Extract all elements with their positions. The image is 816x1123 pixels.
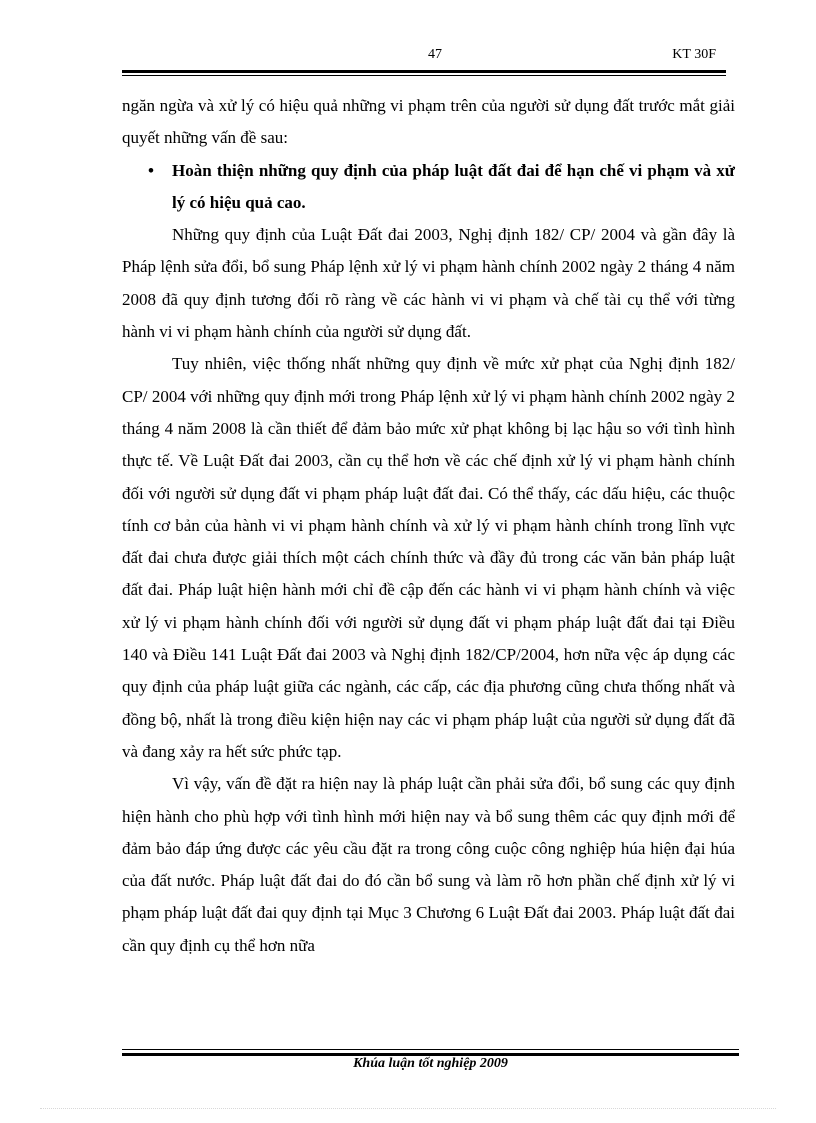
bullet-text: Hoàn thiện những quy định của pháp luật đất đai để hạn chế vi phạm và xử lý có hiệu quả cao. (172, 160, 735, 212)
paragraph-continuation: ngăn ngừa và xử lý có hiệu quả những vi phạm trên của người sử dụng đất trước mắt giải quyết những vấn đề sau: (122, 96, 735, 148)
paragraph: Tuy nhiên, việc thống nhất những quy định về mức xử phạt của Nghị định 182/ CP/ 2004 với những quy định mới trong Pháp lệnh xử lý vi phạm hành chính 2002 ngày 2 tháng 4 năm 2008 là cần thiết để đảm bảo mức xử phạt không bị lạc hậu so với tình hình thực tế. Về Luật Đất đai 2003, cần cụ thể hơn về các chế định xử lý vi phạm hành chính đối với người sử dụng đất vi phạm pháp luật đất đai. Có thể thấy, các dấu hiệu, các thuộc tính cơ bản của hành vi vi phạm hành chính và xử lý vi phạm hành chính trong lĩnh vực đất đai chưa được giải thích một cách chính thức và đầy đủ trong các văn bản pháp luật đất đai. Pháp luật hiện hành mới chỉ đề cập đến các hành vi vi phạm hành chính và việc xử lý vi phạm hành chính đối với người sử dụng đất vi phạm pháp luật đất đai tại Điều 140 và Điều 141 Luật Đất đai 2003 và Nghị định 182/CP/2004, hơn nữa vệc áp dụng các quy định của pháp luật giữa các ngành, các cấp, các địa phương cũng chưa thống nhất và đồng bộ, nhất là trong điều kiện hiện nay các vi phạm pháp luật của người sử dụng đất đã và đang xảy ra hết sức phức tạp. (122, 354, 735, 761)
page-number: 47 (428, 47, 442, 62)
bullet-marker: • (148, 160, 154, 180)
bullet-item (122, 155, 735, 220)
header-rule-thin (122, 75, 726, 76)
page-body (122, 90, 735, 962)
paragraph: Vì vậy, vấn đề đặt ra hiện nay là pháp luật cần phải sửa đổi, bổ sung các quy định hiện hành cho phù hợp với tình hình mới hiện nay và bổ sung thêm các quy định mới để đảm bảo đáp ứng được các yêu cầu đặt ra trong công cuộc công nghiệp húa hiện đại húa của đất nước. Pháp luật đất đai do đó cần bổ sung và làm rõ hơn phần chế định xử lý vi phạm pháp luật đất đai quy định tại Mục 3 Chương 6 Luật Đất đai 2003. Pháp luật đất đai cần quy định cụ thể hơn nữa (122, 774, 735, 955)
paragraph: Những quy định của Luật Đất đai 2003, Nghị định 182/ CP/ 2004 và gần đây là Pháp lệnh sửa đổi, bổ sung Pháp lệnh xử lý vi phạm hành chính 2002 ngày 2 tháng 4 năm 2008 đã quy định tương đối rõ ràng về các hành vi vi phạm và chế tài cụ thể với từng hành vi vi phạm hành chính của người sử dụng đất. (122, 225, 735, 342)
header-rule-thick (122, 70, 726, 73)
document-code: KT 30F (672, 47, 716, 62)
page-header (122, 47, 726, 67)
footer-rule-thin (122, 1049, 739, 1050)
page-footer: Khúa luận tốt nghiệp 2009 (353, 1056, 508, 1071)
page-bottom-dotted-line (40, 1108, 776, 1109)
